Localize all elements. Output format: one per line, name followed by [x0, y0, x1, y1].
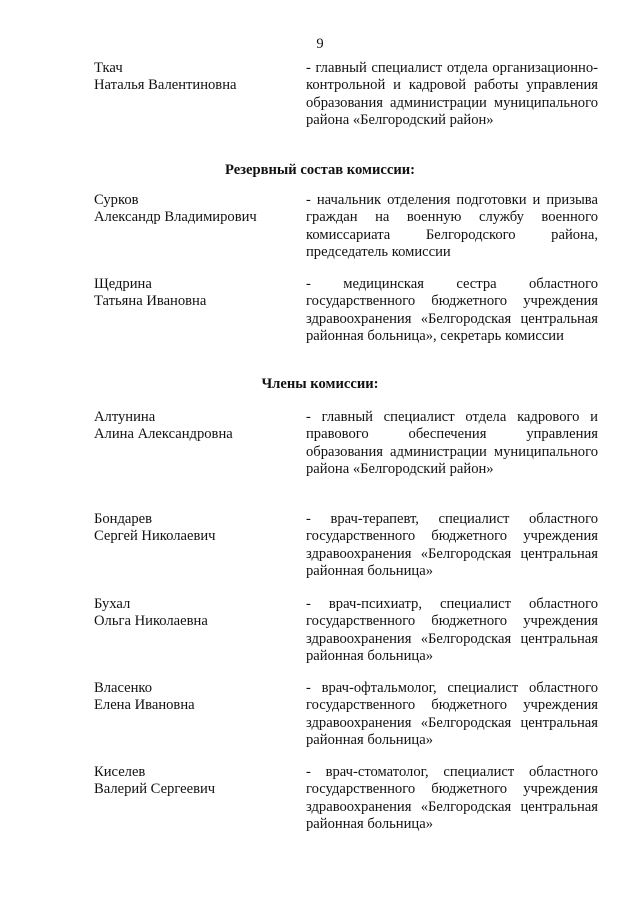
person-given-names: Валерий Сергеевич	[94, 781, 216, 798]
person-name	[94, 596, 294, 631]
person-surname: Ткач	[94, 60, 123, 76]
person-name	[94, 60, 294, 95]
person-name	[94, 764, 294, 799]
person-description: - врач-стоматолог, специалист областного государственного бюджетного учреждения здравоохранения «Белгородская центральная районная больница»	[306, 764, 598, 833]
person-name	[94, 680, 294, 715]
person-description: - главный специалист отдела кадрового и правового обеспечения управления образования администрации муниципального района «Белгородский район»	[306, 409, 598, 478]
person-given-names: Ольга Николаевна	[94, 613, 208, 630]
person-surname: Киселев	[94, 764, 146, 780]
person-surname: Бухал	[94, 596, 131, 612]
person-surname: Алтунина	[94, 409, 156, 425]
person-description: - главный специалист отдела организационно-контрольной и кадровой работы управления образования администрации муниципального района «Белгородский район»	[306, 60, 598, 129]
page-number: 9	[316, 36, 324, 52]
person-name	[94, 192, 294, 227]
person-given-names: Александр Владимирович	[94, 209, 257, 226]
person-description: - медицинская сестра областного государственного бюджетного учреждения здравоохранения «Белгородская центральная районная больница», секретарь комиссии	[306, 276, 598, 345]
person-given-names: Татьяна Ивановна	[94, 293, 207, 310]
person-given-names: Сергей Николаевич	[94, 528, 216, 545]
person-description: - начальник отделения подготовки и призыва граждан на военную службу военного комиссариата Белгородского района, председатель комиссии	[306, 192, 598, 261]
person-name	[94, 511, 294, 546]
person-description: - врач-офтальмолог, специалист областного государственного бюджетного учреждения здравоохранения «Белгородская центральная районная больница»	[306, 680, 598, 749]
person-surname: Сурков	[94, 192, 139, 208]
person-surname: Бондарев	[94, 511, 153, 527]
person-description: - врач-психиатр, специалист областного государственного бюджетного учреждения здравоохранения «Белгородская центральная районная больница»	[306, 596, 598, 665]
person-given-names: Елена Ивановна	[94, 697, 195, 714]
reserve-heading: Резервный состав комиссии:	[224, 162, 416, 178]
person-surname: Власенко	[94, 680, 153, 696]
person-description: - врач-терапевт, специалист областного государственного бюджетного учреждения здравоохранения «Белгородская центральная районная больница»	[306, 511, 598, 580]
person-given-names: Наталья Валентиновна	[94, 77, 237, 94]
person-given-names: Алина Александровна	[94, 426, 233, 443]
members-heading: Члены комиссии:	[261, 376, 379, 392]
person-name	[94, 409, 294, 444]
person-name	[94, 276, 294, 311]
person-surname: Щедрина	[94, 276, 152, 292]
